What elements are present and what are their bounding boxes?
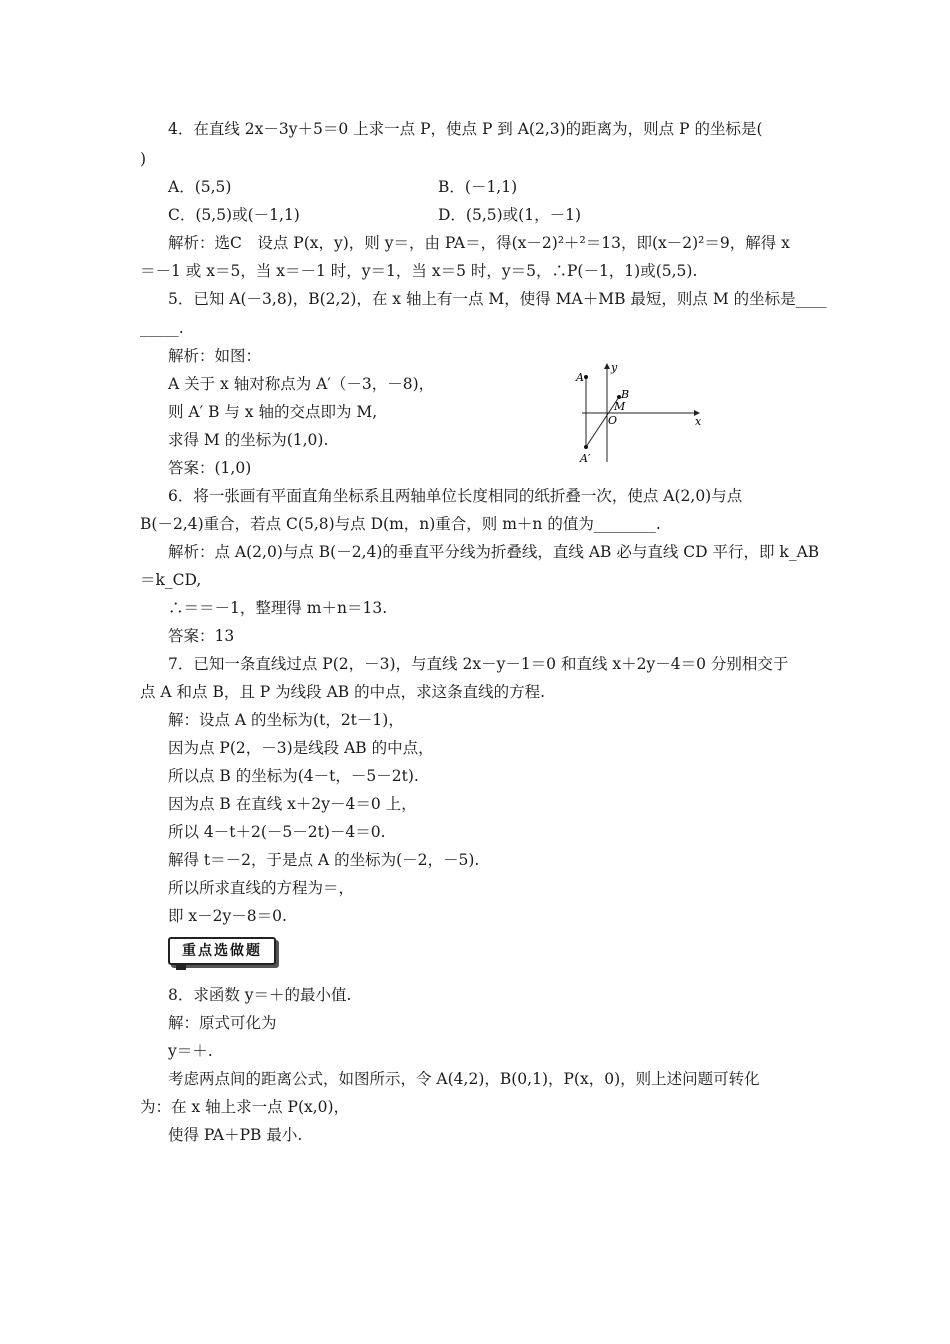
q7-step6: 解得 t＝－2，于是点 A 的坐标为(－2，－5).	[168, 851, 480, 869]
point-a-prime	[584, 445, 588, 449]
y-axis-arrow	[604, 363, 610, 369]
section-badge-tab	[176, 964, 186, 970]
q4-solution-line2: ＝－1 或 x＝5，当 x＝－1 时，y＝1，当 x＝5 时，y＝5，∴P(－1，1)或(5,5).	[140, 262, 698, 280]
q5-stem-line1: 5．已知 A(－3,8)，B(2,2)，在 x 轴上有一点 M，使得 MA＋MB 最短，则点 M 的坐标是____	[168, 290, 827, 308]
q5-figure	[578, 360, 708, 470]
q7-step5: 所以 4－t＋2(－5－2t)－4＝0.	[168, 823, 386, 841]
q6-solution-line3: ∴＝＝－1，整理得 m＋n＝13.	[168, 599, 388, 617]
q4-option-a: A．(5,5)	[168, 178, 232, 196]
q5-answer: 答案：(1,0)	[168, 459, 252, 477]
q8-step2: y＝＋.	[168, 1042, 213, 1060]
q6-solution-line1: 解析：点 A(2,0)与点 B(－2,4)的垂直平分线为折叠线，直线 AB 必与直线 CD 平行，即 k_AB	[168, 543, 820, 561]
q7-step7: 所以所求直线的方程为＝，	[168, 879, 355, 897]
section-badge: 重点选做题	[168, 937, 276, 965]
q7-step8: 即 x－2y－8＝0.	[168, 907, 287, 925]
q7-step3: 所以点 B 的坐标为(4－t，－5－2t).	[168, 767, 419, 785]
q6-solution-line2: ＝k_CD,	[140, 571, 202, 589]
q7-step1: 解：设点 A 的坐标为(t，2t－1)，	[168, 711, 404, 729]
label-a: A	[576, 371, 584, 384]
q6-stem-line1: 6．将一张画有平面直角坐标系且两轴单位长度相同的纸折叠一次，使点 A(2,0)与点	[168, 487, 743, 505]
q4-option-c: C．(5,5)或(－1,1)	[168, 206, 300, 224]
q7-stem-line1: 7．已知一条直线过点 P(2，－3)，与直线 2x－y－1＝0 和直线 x＋2y－4＝0 分别相交于	[168, 655, 789, 673]
label-a-prime: A′	[580, 452, 591, 465]
q6-stem-line2: B(－2,4)重合，若点 C(5,8)与点 D(m，n)重合，则 m＋n 的值为________.	[140, 515, 661, 533]
q5-stem-line2: _____.	[140, 319, 184, 337]
q8-step1: 解：原式可化为	[168, 1014, 277, 1032]
q7-stem-line2: 点 A 和点 B，且 P 为线段 AB 的中点，求这条直线的方程.	[140, 683, 546, 701]
q7-step4: 因为点 B 在直线 x＋2y－4＝0 上，	[168, 795, 417, 813]
q5-solution-line3: 则 A′ B 与 x 轴的交点即为 M,	[168, 403, 378, 421]
label-y: y	[611, 361, 618, 374]
q8-step3: 考虑两点间的距离公式，如图所示，令 A(4,2)，B(0,1)，P(x，0)，则上述问题可转化	[168, 1070, 760, 1088]
q6-answer: 答案：13	[168, 627, 235, 645]
label-o: O	[608, 414, 618, 427]
label-m: M	[614, 400, 626, 413]
point-a	[584, 375, 588, 379]
q5-solution-line2: A 关于 x 轴对称点为 A′（－3，－8)，	[168, 375, 435, 393]
q4-solution-line1: 解析：选C 设点 P(x，y)，则 y＝，由 PA＝，得(x－2)²＋²＝13，即(x－2)²＝9，解得 x	[168, 234, 790, 252]
q5-solution-line4: 求得 M 的坐标为(1,0).	[168, 431, 329, 449]
q5-solution-intro: 解析：如图：	[168, 347, 262, 365]
q7-step2: 因为点 P(2，－3)是线段 AB 的中点，	[168, 739, 434, 757]
q4-option-d: D．(5,5)或(1，－1)	[438, 206, 581, 224]
q8-stem: 8．求函数 y＝＋的最小值.	[168, 986, 352, 1004]
q4-option-b: B．(－1,1)	[438, 178, 518, 196]
q8-step4: 为：在 x 轴上求一点 P(x,0)，	[140, 1098, 350, 1116]
q4-stem-line1: 4．在直线 2x－3y＋5＝0 上求一点 P，使点 P 到 A(2,3)的距离为，则点 P 的坐标是(	[168, 120, 763, 138]
label-b: B	[621, 388, 630, 401]
q8-step5: 使得 PA＋PB 最小.	[168, 1126, 303, 1144]
label-x: x	[695, 415, 702, 428]
q4-stem-line2: )	[140, 150, 147, 168]
